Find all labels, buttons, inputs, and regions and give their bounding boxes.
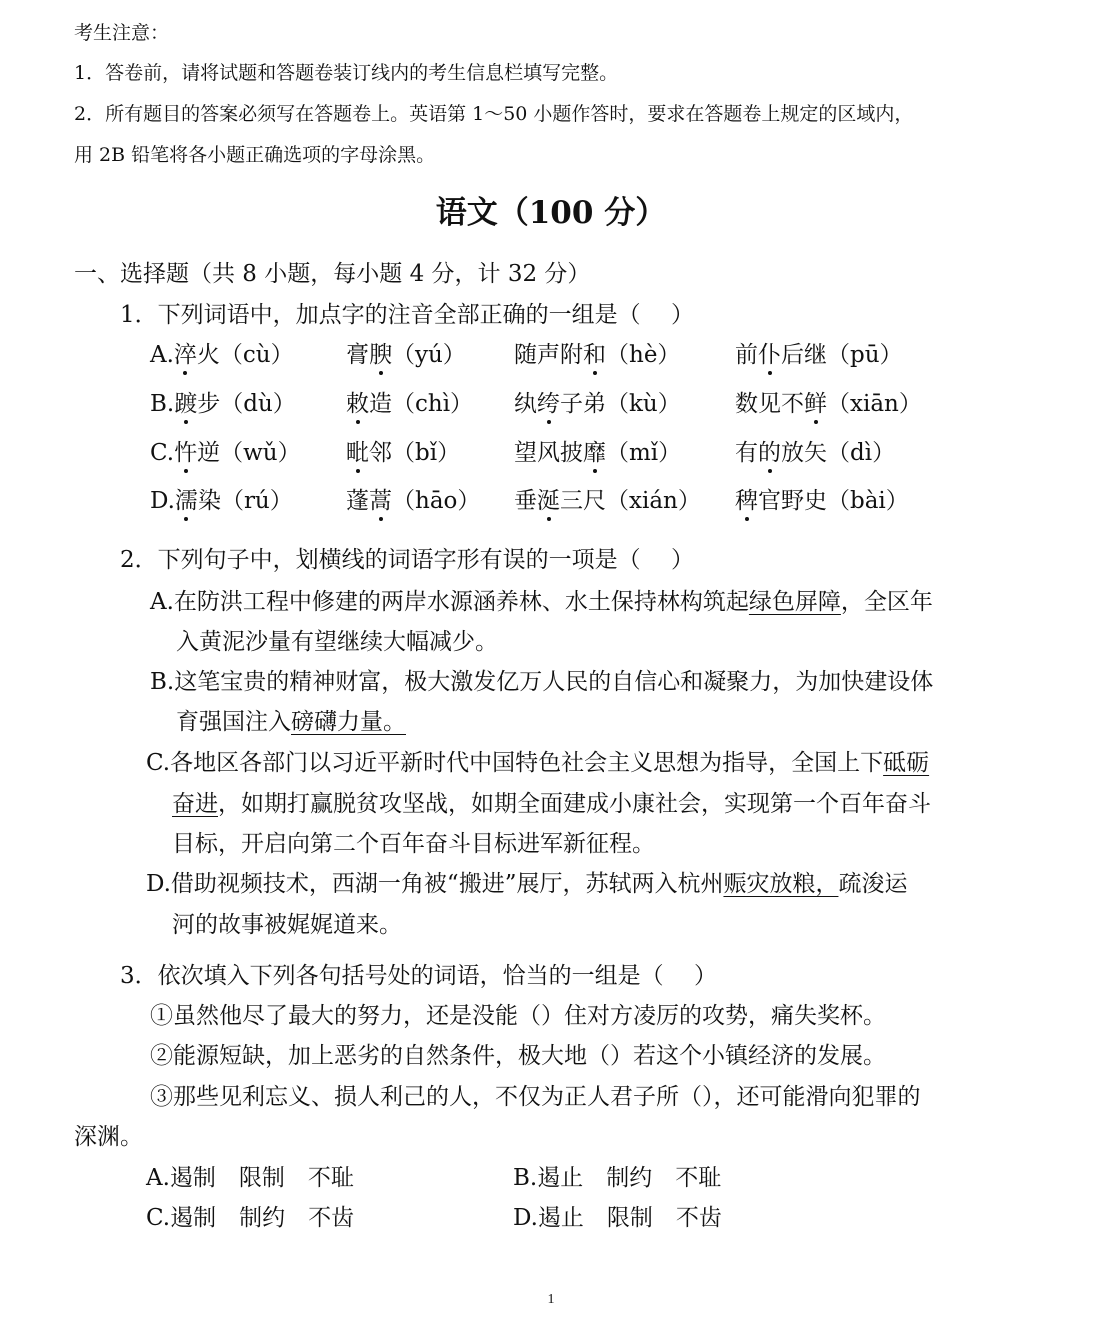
- dotted-character: 鲜: [804, 391, 827, 417]
- word-suffix: （xiān）: [827, 391, 922, 417]
- dotted-character: 和: [583, 342, 606, 368]
- question-1-word: [514, 340, 680, 370]
- question-3-stem: 3．依次填入下列各句括号处的词语，恰当的一组是（ ）: [120, 963, 717, 989]
- question-2-option-c-line-2: [172, 789, 931, 819]
- word-suffix: 染（rú）: [197, 488, 293, 514]
- word-prefix: 纨: [514, 391, 537, 417]
- word-prefix: 数见不: [735, 391, 804, 417]
- question-3-option-d: D.遏止 限制 不齿: [513, 1205, 722, 1231]
- question-3-option-a: A.遏制 限制 不耻: [146, 1165, 354, 1191]
- question-1-word: [150, 438, 301, 468]
- question-2-stem: 2．下列句子中，划横线的词语字形有误的一项是（ ）: [120, 547, 694, 573]
- dotted-character: 淬: [173, 342, 197, 368]
- dotted-character: 稗: [735, 488, 758, 514]
- question-1-word: [735, 438, 895, 468]
- text: 疏浚运: [838, 871, 908, 897]
- question-1-word: [735, 340, 903, 370]
- dotted-character: 忤: [174, 440, 198, 466]
- question-2-option-c-line-1: [146, 748, 929, 778]
- dotted-character: 毗: [346, 440, 369, 466]
- dotted-character: 敕: [346, 391, 369, 417]
- question-1-word: [346, 389, 473, 419]
- dotted-character: 靡: [583, 440, 606, 466]
- word-prefix: A.: [150, 342, 174, 368]
- word-suffix: 造（chì）: [369, 391, 474, 417]
- word-suffix: （hè）: [606, 342, 681, 368]
- question-2-option-a-line-1: [150, 587, 933, 617]
- text: 育强国注入: [176, 709, 291, 735]
- question-2-option-d-line-2: 河的故事被娓娓道来。: [172, 912, 402, 938]
- question-1-stem: 1．下列词语中，加点字的注音全部正确的一组是（ ）: [120, 302, 694, 328]
- question-1-word: [735, 486, 909, 516]
- question-1-word: [735, 389, 922, 419]
- word-prefix: 随声附: [514, 342, 583, 368]
- text: A.在防洪工程中修建的两岸水源涵养林、水土保持林构筑起: [150, 589, 749, 615]
- word-suffix: （mǐ）: [606, 440, 682, 466]
- word-suffix: 子弟（kù）: [560, 391, 681, 417]
- word-prefix: D.: [150, 488, 175, 514]
- dotted-character: 的: [758, 440, 781, 466]
- word-prefix: 膏: [346, 342, 369, 368]
- question-3-option-b: B.遏止 制约 不耻: [513, 1165, 722, 1191]
- word-suffix: 放矢（dì）: [781, 440, 896, 466]
- question-2-option-d-line-1: [146, 869, 907, 899]
- underlined-word: 砥砺: [883, 750, 930, 776]
- question-1-word: [346, 486, 480, 516]
- underlined-word: 奋进: [172, 791, 218, 817]
- dotted-character: 腴: [369, 342, 392, 368]
- question-1-word: [346, 340, 466, 370]
- word-suffix: 邻（bǐ）: [369, 440, 461, 466]
- question-2-option-a-line-2: 入黄泥沙量有望继续大幅减少。: [176, 629, 498, 655]
- word-prefix: 有: [735, 440, 758, 466]
- word-suffix: 后继（pū）: [781, 342, 903, 368]
- question-2-option-b-line-2: [176, 707, 406, 737]
- text: C.各地区各部门以习近平新时代中国特色社会主义思想为指导，全国上下: [146, 750, 884, 776]
- section-heading: 一、选择题（共 8 小题，每小题 4 分，计 32 分）: [74, 261, 591, 287]
- word-suffix: 火（cù）: [196, 342, 294, 368]
- word-suffix: （yú）: [392, 342, 466, 368]
- word-prefix: 垂: [514, 488, 537, 514]
- question-3-sentence-3-line-2: 深渊。: [74, 1124, 143, 1150]
- notice-item-1: 1．答卷前，请将试题和答题卷装订线内的考生信息栏填写完整。: [74, 62, 619, 84]
- word-prefix: 前: [735, 342, 758, 368]
- text: ，如期打赢脱贫攻坚战，如期全面建成小康社会，实现第一个百年奋斗: [218, 791, 931, 817]
- word-suffix: 官野史（bài）: [758, 488, 909, 514]
- notice-item-2-line-1: 2．所有题目的答案必须写在答题卷上。英语第 1～50 小题作答时，要求在答题卷上规定的区域内，: [74, 103, 914, 125]
- question-1-word: [150, 340, 294, 370]
- page-number: 1: [547, 1292, 555, 1307]
- word-suffix: 逆（wǔ）: [197, 440, 301, 466]
- word-suffix: 三尺（xián）: [560, 488, 701, 514]
- question-1-word: [150, 486, 293, 516]
- question-1-word: [514, 438, 681, 468]
- question-3-sentence-2: ②能源短缺，加上恶劣的自然条件，极大地（）若这个小镇经济的发展。: [150, 1043, 886, 1069]
- question-2-option-b-line-1: B.这笔宝贵的精神财富，极大激发亿万人民的自信心和凝聚力，为加快建设体: [150, 669, 934, 695]
- question-3-sentence-1: ①虽然他尽了最大的努力，还是没能（）住对方凌厉的攻势，痛失奖杯。: [150, 1003, 886, 1029]
- word-suffix: 步（dù）: [197, 391, 296, 417]
- question-1-word: [346, 438, 460, 468]
- word-prefix: B.: [150, 391, 175, 417]
- dotted-character: 蒿: [369, 488, 392, 514]
- dotted-character: 踱: [174, 391, 198, 417]
- word-prefix: 蓬: [346, 488, 369, 514]
- paper-title: 语文（100 分）: [435, 195, 667, 231]
- dotted-character: 涎: [537, 488, 560, 514]
- dotted-character: 绔: [537, 391, 560, 417]
- text: D.借助视频技术，西湖一角被“搬进”展厅，苏轼两入杭州: [146, 871, 724, 897]
- question-1-word: [150, 389, 296, 419]
- text: ，全区年: [840, 589, 933, 615]
- word-prefix: 望风披: [514, 440, 583, 466]
- underlined-word: 赈灾放粮，: [723, 871, 839, 897]
- underlined-word: 绿色屏障: [748, 589, 841, 615]
- question-2-option-c-line-3: 目标，开启向第二个百年奋斗目标进军新征程。: [172, 831, 655, 857]
- question-1-word: [514, 486, 701, 516]
- notice-heading: 考生注意：: [74, 22, 170, 44]
- dotted-character: 濡: [174, 488, 198, 514]
- question-3-option-c: C.遏制 制约 不齿: [146, 1205, 355, 1231]
- question-1-word: [514, 389, 681, 419]
- question-3-sentence-3-line-1: ③那些见利忘义、损人利己的人，不仅为正人君子所（），还可能滑向犯罪的: [150, 1084, 921, 1110]
- word-prefix: C.: [150, 440, 175, 466]
- word-suffix: （hāo）: [392, 488, 481, 514]
- underlined-word: 磅礴力量。: [291, 709, 406, 735]
- notice-item-2-line-2: 用 2B 铅笔将各小题正确选项的字母涂黑。: [74, 144, 436, 166]
- dotted-character: 仆: [758, 342, 781, 368]
